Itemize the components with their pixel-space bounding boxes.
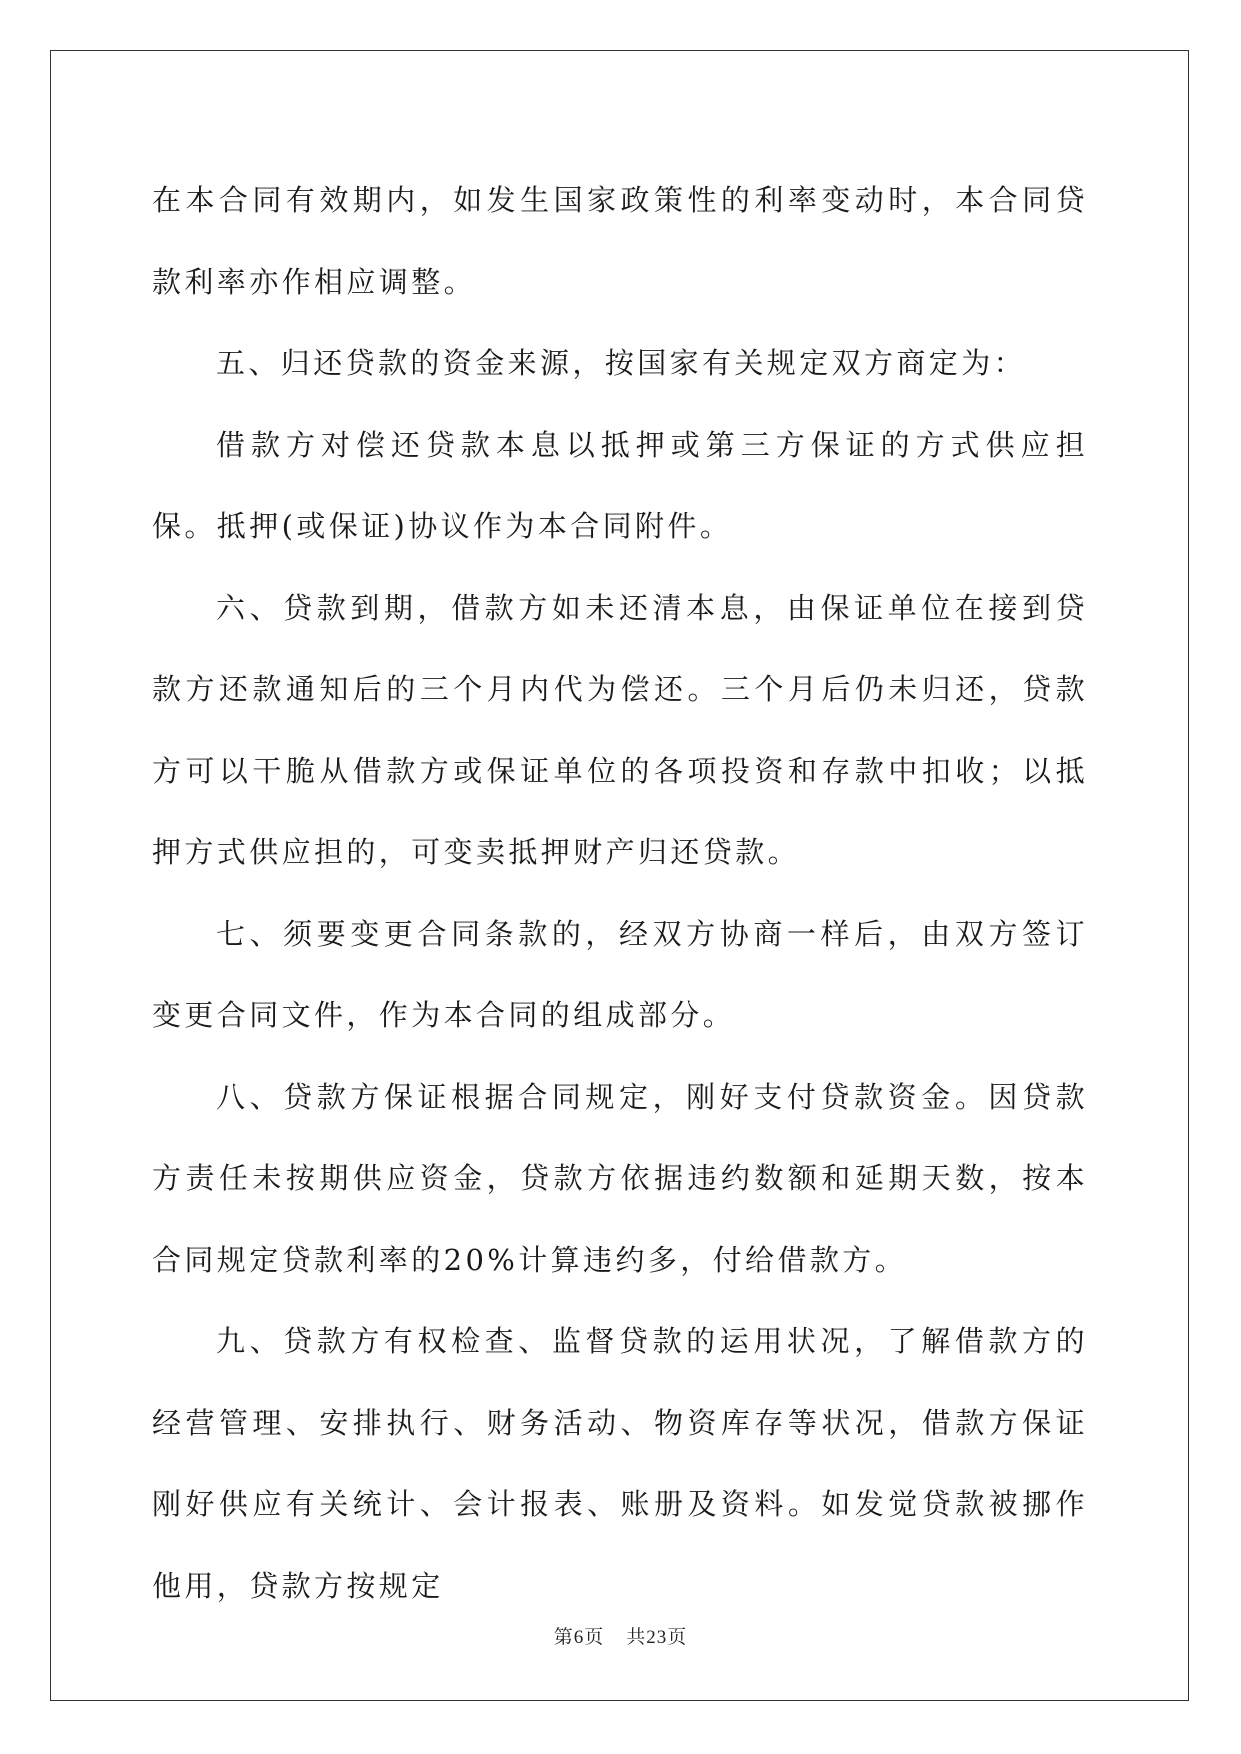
paragraph-2: 五、归还贷款的资金来源，按国家有关规定双方商定为：	[216, 346, 1027, 380]
page-footer	[0, 1622, 1241, 1649]
paragraph-3: 借款方对偿还贷款本息以抵押或第三方保证的方式供应担保。抵押(或保证)协议作为本合同附件。	[152, 427, 1088, 543]
paragraph-5: 七、须要变更合同条款的，经双方协商一样后，由双方签订变更合同文件，作为本合同的组成部分。	[152, 916, 1088, 1032]
paragraph-7: 九、贷款方有权检查、监督贷款的运用状况，了解借款方的经营管理、安排执行、财务活动、物资库存等状况，借款方保证刚好供应有关统计、会计报表、账册及资料。如发觉贷款被挪作他用，贷款方按规定	[152, 1324, 1088, 1603]
paragraph-1: 在本合同有效期内，如发生国家政策性的利率变动时，本合同贷款利率亦作相应调整。	[152, 183, 1088, 299]
paragraph-6: 八、贷款方保证根据合同规定，刚好支付贷款资金。因贷款方责任未按期供应资金，贷款方依据违约数额和延期天数，按本合同规定贷款利率的20%计算违约多，付给借款方。	[152, 1079, 1088, 1277]
paragraph-4: 六、贷款到期，借款方如未还清本息，由保证单位在接到贷款方还款通知后的三个月内代为偿还。三个月后仍未归还，贷款方可以干脆从借款方或保证单位的各项投资和存款中扣收；以抵押方式供应担的，可变卖抵押财产归还贷款。	[152, 590, 1088, 869]
current-page-number: 第6页	[553, 1627, 605, 1648]
total-page-count: 共23页	[626, 1627, 688, 1648]
document-body	[152, 160, 1088, 1627]
